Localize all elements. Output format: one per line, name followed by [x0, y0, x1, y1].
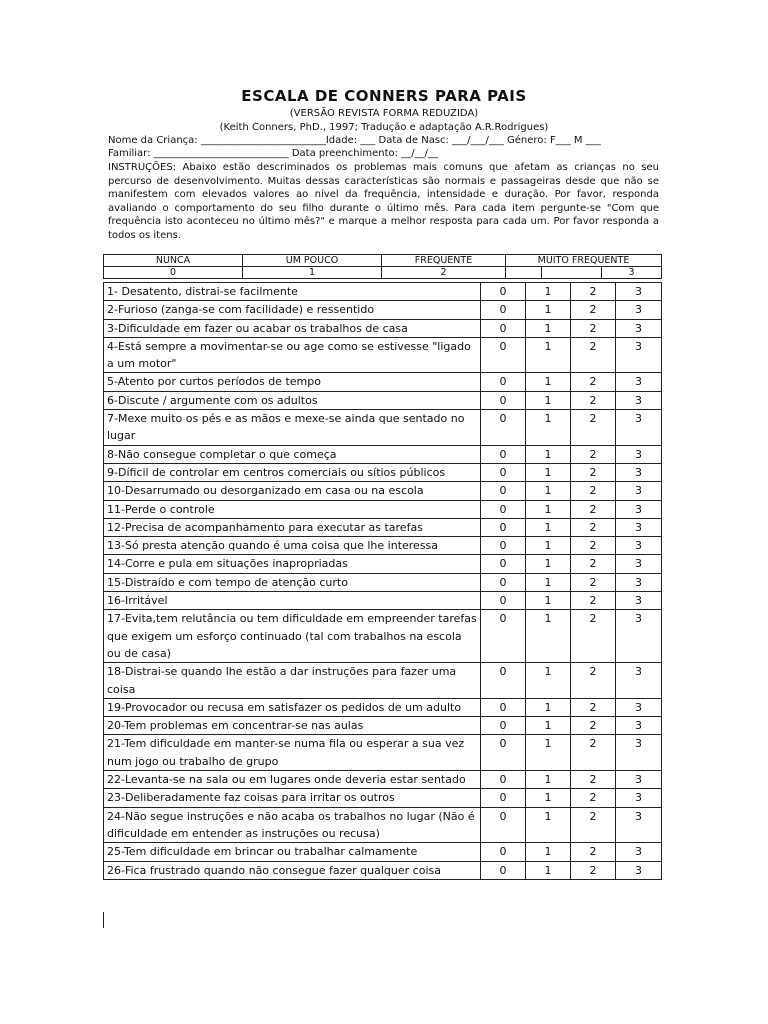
score-option-0[interactable]: 0 — [481, 518, 526, 536]
table-row — [104, 843, 662, 861]
score-option-2[interactable]: 2 — [571, 735, 616, 771]
score-option-1[interactable]: 1 — [526, 373, 571, 391]
table-row — [104, 518, 662, 536]
score-option-3[interactable]: 3 — [616, 518, 662, 536]
score-option-2[interactable]: 2 — [571, 717, 616, 735]
score-option-1[interactable]: 1 — [526, 789, 571, 807]
score-option-0[interactable]: 0 — [481, 410, 526, 446]
item-text: 6-Discute / argumente com os adultos — [104, 391, 481, 409]
score-option-3[interactable]: 3 — [616, 463, 662, 481]
score-option-0[interactable]: 0 — [481, 843, 526, 861]
score-option-3[interactable]: 3 — [616, 592, 662, 610]
score-option-2[interactable]: 2 — [571, 537, 616, 555]
score-option-0[interactable]: 0 — [481, 592, 526, 610]
score-option-2[interactable]: 2 — [571, 373, 616, 391]
score-option-2[interactable]: 2 — [571, 391, 616, 409]
score-option-2[interactable]: 2 — [571, 698, 616, 716]
child-info-line: Nome da Criança: _________________________Idade: ___ Data de Nasc: ___/___/___ Género: F___ M ___ — [108, 135, 601, 146]
table-row — [104, 610, 662, 663]
scale-values-row — [104, 267, 662, 279]
score-option-3[interactable]: 3 — [616, 410, 662, 446]
score-option-1[interactable]: 1 — [526, 445, 571, 463]
scale-spacer — [506, 267, 542, 279]
score-option-1[interactable]: 1 — [526, 592, 571, 610]
score-option-1[interactable]: 1 — [526, 555, 571, 573]
score-option-0[interactable]: 0 — [481, 861, 526, 879]
score-option-0[interactable]: 0 — [481, 698, 526, 716]
table-row — [104, 283, 662, 301]
table-row — [104, 337, 662, 373]
score-option-3[interactable]: 3 — [616, 319, 662, 337]
score-option-1[interactable]: 1 — [526, 610, 571, 663]
score-option-3[interactable]: 3 — [616, 283, 662, 301]
item-text: 2-Furioso (zanga-se com facilidade) e ressentido — [104, 301, 481, 319]
score-option-0[interactable]: 0 — [481, 373, 526, 391]
item-text: 18-Distrai-se quando lhe estão a dar instruções para fazer uma coisa — [104, 663, 481, 699]
score-option-3[interactable]: 3 — [616, 717, 662, 735]
score-option-2[interactable]: 2 — [571, 482, 616, 500]
score-option-2[interactable]: 2 — [571, 610, 616, 663]
score-option-2[interactable]: 2 — [571, 301, 616, 319]
score-option-3[interactable]: 3 — [616, 735, 662, 771]
item-text: 15-Distraído e com tempo de atenção curto — [104, 573, 481, 591]
scale-label-never: NUNCA — [104, 255, 243, 267]
score-option-0[interactable]: 0 — [481, 337, 526, 373]
score-option-1[interactable]: 1 — [526, 391, 571, 409]
table-row — [104, 500, 662, 518]
score-option-1[interactable]: 1 — [526, 463, 571, 481]
item-text: 17-Evita,tem relutância ou tem dificuldade em empreender tarefas que exigem um esforço continuado (tal com trabalhos na escola ou de casa) — [104, 610, 481, 663]
score-option-1[interactable]: 1 — [526, 735, 571, 771]
item-text: 19-Provocador ou recusa em satisfazer os pedidos de um adulto — [104, 698, 481, 716]
score-option-2[interactable]: 2 — [571, 807, 616, 843]
table-row — [104, 301, 662, 319]
score-option-0[interactable]: 0 — [481, 663, 526, 699]
item-text: 9-Díficil de controlar em centros comerciais ou sítios públicos — [104, 463, 481, 481]
table-row — [104, 861, 662, 879]
score-option-2[interactable]: 2 — [571, 463, 616, 481]
score-option-3[interactable]: 3 — [616, 555, 662, 573]
table-row — [104, 789, 662, 807]
scale-label-frequent: FREQUENTE — [382, 255, 506, 267]
score-option-3[interactable]: 3 — [616, 771, 662, 789]
item-text: 13-Só presta atenção quando é uma coisa que lhe interessa — [104, 537, 481, 555]
score-option-0[interactable]: 0 — [481, 482, 526, 500]
table-row — [104, 573, 662, 591]
score-option-0[interactable]: 0 — [481, 463, 526, 481]
table-row — [104, 717, 662, 735]
page-subtitle: (VERSÃO REVISTA FORMA REDUZIDA) — [289, 108, 479, 119]
table-border-tail — [103, 912, 104, 928]
table-row — [104, 410, 662, 446]
table-row — [104, 373, 662, 391]
table-row — [104, 319, 662, 337]
score-option-1[interactable]: 1 — [526, 518, 571, 536]
score-option-2[interactable]: 2 — [571, 445, 616, 463]
score-option-3[interactable]: 3 — [616, 500, 662, 518]
score-option-0[interactable]: 0 — [481, 283, 526, 301]
score-option-3[interactable]: 3 — [616, 789, 662, 807]
score-option-0[interactable]: 0 — [481, 301, 526, 319]
score-option-2[interactable]: 2 — [571, 789, 616, 807]
table-row — [104, 735, 662, 771]
item-text: 23-Deliberadamente faz coisas para irritar os outros — [104, 789, 481, 807]
score-option-2[interactable]: 2 — [571, 771, 616, 789]
score-option-3[interactable]: 3 — [616, 807, 662, 843]
item-text: 12-Precisa de acompanhamento para executar as tarefas — [104, 518, 481, 536]
score-option-0[interactable]: 0 — [481, 717, 526, 735]
score-option-3[interactable]: 3 — [616, 373, 662, 391]
instructions-text: INSTRUÇÕES: Abaixo estão descriminados os problemas mais comuns que afetam as crianças no seu percurso de desenvolvimento. Muitas dessas características são normais e passageiras desde que não se manifestem com elevados valores ao nível da frequência, intensidade e duração. Por favor, responda avaliando o comportamento do seu filho durante o último mês. Para cada item pergunte-se "Com que frequência isto aconteceu no último mês?" e marque a melhor resposta para cada um. Por favor responda a todos os itens. — [108, 162, 659, 241]
score-option-3[interactable]: 3 — [616, 445, 662, 463]
score-option-1[interactable]: 1 — [526, 537, 571, 555]
item-text: 14-Corre e pula em situações inapropriadas — [104, 555, 481, 573]
item-text: 10-Desarrumado ou desorganizado em casa ou na escola — [104, 482, 481, 500]
table-row — [104, 698, 662, 716]
items-table — [103, 282, 662, 880]
score-option-3[interactable]: 3 — [616, 482, 662, 500]
score-option-1[interactable]: 1 — [526, 771, 571, 789]
item-text: 1- Desatento, distrai-se facilmente — [104, 283, 481, 301]
score-option-3[interactable]: 3 — [616, 861, 662, 879]
item-text: 5-Atento por curtos períodos de tempo — [104, 373, 481, 391]
scale-value-3: 3 — [602, 267, 662, 279]
score-option-0[interactable]: 0 — [481, 789, 526, 807]
score-option-3[interactable]: 3 — [616, 537, 662, 555]
score-option-2[interactable]: 2 — [571, 283, 616, 301]
score-option-3[interactable]: 3 — [616, 573, 662, 591]
scale-legend-table — [103, 254, 662, 279]
score-option-2[interactable]: 2 — [571, 410, 616, 446]
score-option-1[interactable]: 1 — [526, 410, 571, 446]
score-option-0[interactable]: 0 — [481, 735, 526, 771]
score-option-2[interactable]: 2 — [571, 555, 616, 573]
score-option-1[interactable]: 1 — [526, 319, 571, 337]
item-text: 3-Dificuldade em fazer ou acabar os trabalhos de casa — [104, 319, 481, 337]
item-text: 22-Levanta-se na sala ou em lugares onde deveria estar sentado — [104, 771, 481, 789]
table-row — [104, 663, 662, 699]
score-option-1[interactable]: 1 — [526, 698, 571, 716]
score-option-1[interactable]: 1 — [526, 663, 571, 699]
score-option-3[interactable]: 3 — [616, 663, 662, 699]
table-row — [104, 592, 662, 610]
score-option-1[interactable]: 1 — [526, 500, 571, 518]
table-row — [104, 445, 662, 463]
score-option-2[interactable]: 2 — [571, 663, 616, 699]
score-option-1[interactable]: 1 — [526, 861, 571, 879]
score-option-3[interactable]: 3 — [616, 391, 662, 409]
scale-value-1: 1 — [243, 267, 382, 279]
table-row — [104, 555, 662, 573]
item-text: 4-Está sempre a movimentar-se ou age como se estivesse "ligado a um motor" — [104, 337, 481, 373]
score-option-0[interactable]: 0 — [481, 610, 526, 663]
item-text: 16-Irritável — [104, 592, 481, 610]
score-option-3[interactable]: 3 — [616, 698, 662, 716]
score-option-1[interactable]: 1 — [526, 283, 571, 301]
score-option-2[interactable]: 2 — [571, 500, 616, 518]
scale-value-2: 2 — [382, 267, 506, 279]
scale-spacer — [542, 267, 602, 279]
family-info-line: Familiar: ___________________________ Data preenchimento: __/__/__ — [108, 148, 438, 159]
credits-line: (Keith Conners, PhD., 1997; Tradução e adaptação A.R.Rodrigues) — [219, 122, 549, 133]
score-option-2[interactable]: 2 — [571, 843, 616, 861]
score-option-1[interactable]: 1 — [526, 301, 571, 319]
score-option-0[interactable]: 0 — [481, 319, 526, 337]
score-option-1[interactable]: 1 — [526, 573, 571, 591]
score-option-2[interactable]: 2 — [571, 573, 616, 591]
scale-label-very-frequent: MUITO FREQUENTE — [506, 255, 662, 267]
score-option-0[interactable]: 0 — [481, 771, 526, 789]
scale-labels-row — [104, 255, 662, 267]
score-option-0[interactable]: 0 — [481, 555, 526, 573]
scale-value-0: 0 — [104, 267, 243, 279]
score-option-0[interactable]: 0 — [481, 391, 526, 409]
score-option-0[interactable]: 0 — [481, 537, 526, 555]
score-option-2[interactable]: 2 — [571, 518, 616, 536]
score-option-0[interactable]: 0 — [481, 500, 526, 518]
page-title: ESCALA DE CONNERS PARA PAIS — [241, 87, 527, 105]
item-text: 20-Tem problemas em concentrar-se nas aulas — [104, 717, 481, 735]
score-option-2[interactable]: 2 — [571, 592, 616, 610]
table-row — [104, 807, 662, 843]
score-option-3[interactable]: 3 — [616, 843, 662, 861]
score-option-0[interactable]: 0 — [481, 807, 526, 843]
score-option-3[interactable]: 3 — [616, 610, 662, 663]
score-option-3[interactable]: 3 — [616, 301, 662, 319]
scale-label-a-little: UM POUCO — [243, 255, 382, 267]
score-option-2[interactable]: 2 — [571, 337, 616, 373]
score-option-2[interactable]: 2 — [571, 861, 616, 879]
table-row — [104, 482, 662, 500]
score-option-2[interactable]: 2 — [571, 319, 616, 337]
item-text: 8-Não consegue completar o que começa — [104, 445, 481, 463]
table-row — [104, 771, 662, 789]
score-option-1[interactable]: 1 — [526, 843, 571, 861]
item-text: 21-Tem dificuldade em manter-se numa fila ou esperar a sua vez num jogo ou trabalho de grupo — [104, 735, 481, 771]
table-row — [104, 537, 662, 555]
score-option-1[interactable]: 1 — [526, 482, 571, 500]
item-text: 26-Fica frustrado quando não consegue fazer qualquer coisa — [104, 861, 481, 879]
score-option-3[interactable]: 3 — [616, 337, 662, 373]
item-text: 24-Não segue instruções e não acaba os trabalhos no lugar (Não é dificuldade em entender as instruções ou recusa) — [104, 807, 481, 843]
table-row — [104, 391, 662, 409]
score-option-1[interactable]: 1 — [526, 807, 571, 843]
item-text: 25-Tem dificuldade em brincar ou trabalhar calmamente — [104, 843, 481, 861]
table-row — [104, 463, 662, 481]
score-option-0[interactable]: 0 — [481, 445, 526, 463]
score-option-1[interactable]: 1 — [526, 717, 571, 735]
item-text: 11-Perde o controle — [104, 500, 481, 518]
score-option-1[interactable]: 1 — [526, 337, 571, 373]
score-option-0[interactable]: 0 — [481, 573, 526, 591]
item-text: 7-Mexe muito os pés e as mãos e mexe-se ainda que sentado no lugar — [104, 410, 481, 446]
